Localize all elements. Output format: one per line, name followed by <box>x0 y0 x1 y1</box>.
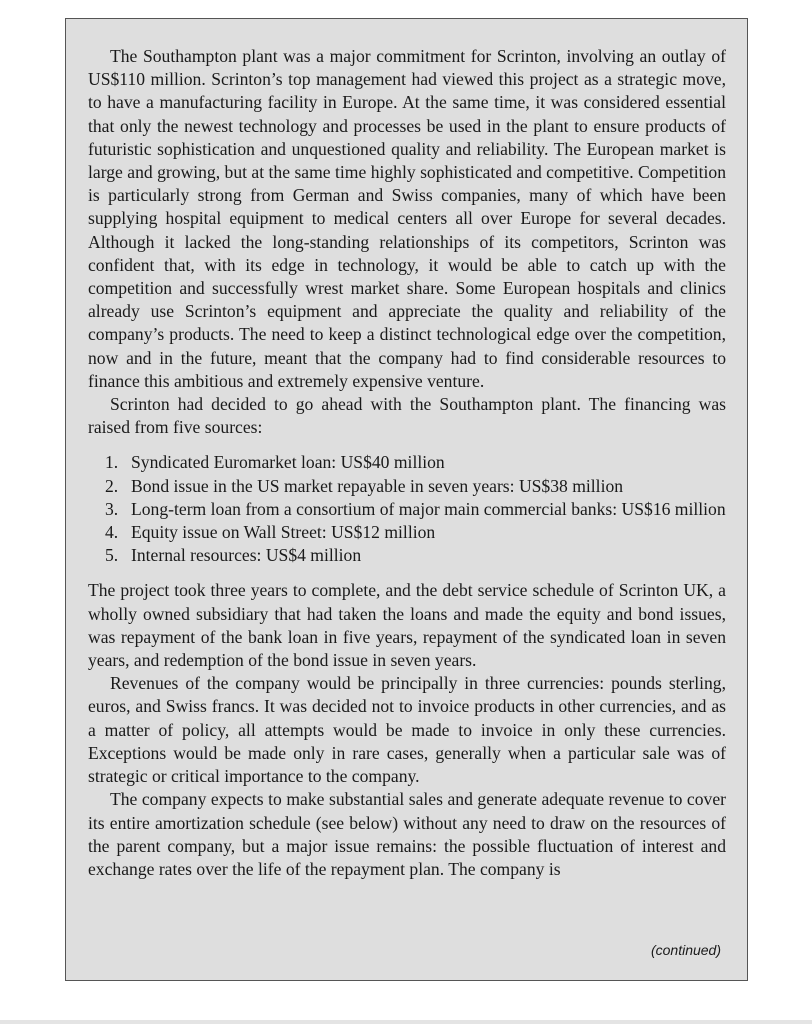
financing-source-item: Bond issue in the US market repayable in seven years: US$38 million <box>131 475 624 496</box>
financing-source-item: Equity issue on Wall Street: US$12 million <box>131 522 436 543</box>
continued-label: (continued) <box>650 942 721 958</box>
debt-schedule-paragraph: The project took three years to complete, and the debt service schedule of Scrinton UK, a wholly owned subsidiary that had taken the loans and made the equity and bond issues, was repayment of the bank loan in five years, repayment of the syndicated loan in seven years, and redemption of the bond issue in seven years. <box>88 580 726 671</box>
page-bottom-divider <box>0 1020 812 1024</box>
financing-source-item: Syndicated Euromarket loan: US$40 million <box>131 452 445 473</box>
financing-intro-paragraph: Scrinton had decided to go ahead with the Southampton plant. The financing was raised from five sources: <box>88 394 726 438</box>
financing-source-item: Internal resources: US$4 million <box>131 545 362 566</box>
revenue-currencies-paragraph: Revenues of the company would be principally in three currencies: pounds sterling, euros, and Swiss francs. It was decided not to invoice products in other currencies, and as a matter of policy, all attempts would be made to invoice in only these currencies. Exceptions would be made only in rare cases, generally when a particular sale was of strategic or critical importance to the company. <box>88 673 726 787</box>
case-study-box <box>65 18 748 981</box>
financing-source-item: Long-term loan from a consortium of major main commercial banks: US$16 million <box>131 498 726 519</box>
intro-paragraph: The Southampton plant was a major commitment for Scrinton, involving an outlay of US$110 million. Scrinton’s top management had viewed this project as a strategic move, to have a manufacturing facility in Europe. At the same time, it was considered essential that only the newest technology and processes be used in the plant to ensure products of futuristic sophistication and unquestioned quality and reliability. The European market is large and growing, but at the same time highly sophisticated and competitive. Competition is particularly strong from German and Swiss companies, many of which have been supplying hospital equipment to medical centers all over Europe for several decades. Although it lacked the long-standing relationships of its competitors, Scrinton was confident that, with its edge in technology, it would be able to catch up with the competition and successfully wrest market share. Some European hospitals and clinics already use Scrinton’s equipment and appreciate the quality and reliability of the company’s products. The need to keep a distinct technological edge over the competition, now and in the future, meant that the company had to find considerable resources to finance this ambitious and extremely expensive venture. <box>88 46 726 391</box>
financing-sources-list <box>88 451 726 567</box>
amortization-paragraph: The company expects to make substantial sales and generate adequate revenue to cover its entire amortization schedule (see below) without any need to draw on the resources of the parent company, but a major issue remains: the possible fluctuation of interest and exchange rates over the life of the repayment plan. The company is <box>88 789 726 879</box>
